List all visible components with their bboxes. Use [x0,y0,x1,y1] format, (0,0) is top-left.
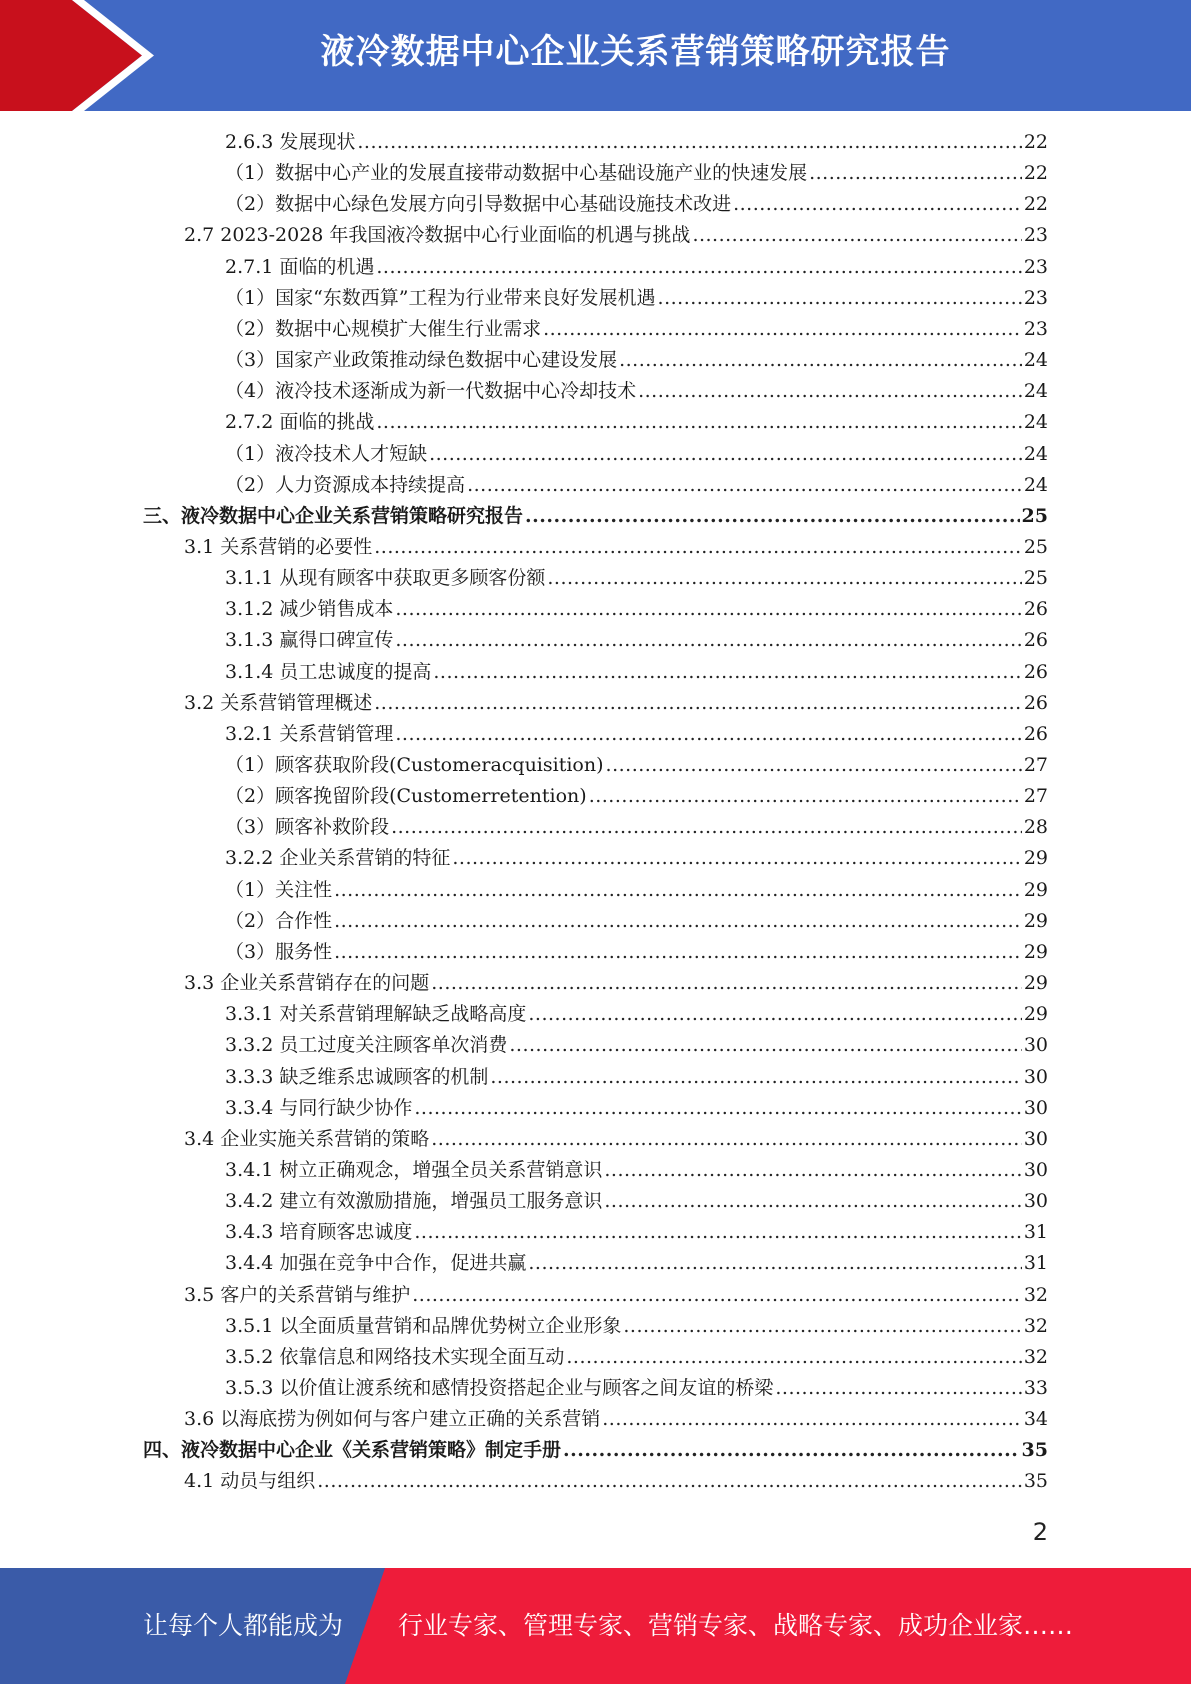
footer-slogan-left: 让每个人都能成为 [143,1611,344,1640]
toc-entry[interactable] [225,937,1048,968]
document-title: 液冷数据中心企业关系营销策略研究报告 [320,32,951,72]
toc-entry[interactable] [225,1217,1048,1248]
toc-entry[interactable] [225,1373,1048,1404]
toc-leader-dots [374,532,1022,563]
page-header [0,0,1191,111]
toc-leader-dots [414,1093,1021,1124]
toc-entry[interactable] [225,843,1048,874]
toc-entry[interactable] [225,999,1048,1030]
toc-entry-page: 26 [1023,660,1048,683]
toc-entry-title: 3.4 企业实施关系营销的策略 [184,1127,430,1150]
toc-entry[interactable] [225,563,1048,594]
toc-leader-dots [391,812,1022,843]
toc-leader-dots [433,657,1021,688]
toc-entry-title: 4.1 动员与组织 [184,1470,316,1493]
toc-entry-page: 34 [1023,1408,1048,1431]
toc-leader-dots [589,781,1022,812]
toc-leader-dots [317,1466,1022,1497]
toc-leader-dots [376,252,1021,283]
toc-entry-page: 24 [1023,349,1048,372]
toc-entry-page: 30 [1023,1065,1048,1088]
toc-entry[interactable] [225,1248,1048,1279]
toc-entry-title: （2）顾客挽留阶段(Customerretention) [225,785,587,808]
toc-leader-dots [374,688,1022,719]
toc-leader-dots [528,999,1021,1030]
toc-leader-dots [334,937,1022,968]
toc-entry-page: 29 [1023,972,1048,995]
toc-leader-dots [638,376,1022,407]
toc-entry-page: 29 [1023,878,1048,901]
toc-entry-title: （2）数据中心规模扩大催生行业需求 [225,317,542,340]
toc-entry-page: 24 [1023,442,1048,465]
toc-leader-dots [334,906,1022,937]
toc-entry-title: （3）服务性 [225,940,333,963]
toc-entry[interactable] [225,750,1048,781]
toc-entry[interactable] [184,688,1048,719]
toc-entry[interactable] [225,252,1048,283]
toc-entry-title: 3.3.1 对关系营销理解缺乏战略高度 [225,1003,527,1026]
toc-leader-dots [547,563,1021,594]
toc-entry-page: 35 [1021,1439,1048,1462]
toc-leader-dots [452,843,1021,874]
toc-entry-title: 3.6 以海底捞为例如何与客户建立正确的关系营销 [184,1408,601,1431]
toc-leader-dots [395,625,1021,656]
toc-entry-page: 29 [1023,1003,1048,1026]
toc-entry[interactable] [225,812,1048,843]
toc-entry-title: 3.1.1 从现有顾客中获取更多顾客份额 [225,567,546,590]
toc-entry[interactable] [225,158,1048,189]
toc-entry[interactable] [225,1155,1048,1186]
toc-entry[interactable] [225,657,1048,688]
toc-leader-dots [334,875,1022,906]
toc-entry-title: 3.2.1 关系营销管理 [225,722,394,745]
toc-entry-page: 26 [1023,691,1048,714]
toc-entry-title: 3.4.2 建立有效激励措施，增强员工服务意识 [225,1190,603,1213]
toc-leader-dots [395,594,1021,625]
toc-entry-title: 2.7.1 面临的机遇 [225,255,375,278]
toc-leader-dots [395,719,1021,750]
toc-entry-page: 26 [1023,629,1048,652]
toc-entry[interactable] [225,127,1048,158]
toc-entry-page: 32 [1023,1314,1048,1337]
toc-entry[interactable] [143,1435,1048,1466]
toc-entry[interactable] [225,439,1048,470]
toc-entry-title: （3）顾客补救阶段 [225,816,390,839]
toc-entry-title: 3.5.2 依靠信息和网络技术实现全面互动 [225,1345,565,1368]
toc-leader-dots [543,314,1022,345]
toc-entry-title: 3.4.4 加强在竞争中合作，促进共赢 [225,1252,527,1275]
toc-entry[interactable] [225,1093,1048,1124]
toc-entry-title: 四、液冷数据中心企业《关系营销策略》制定手册 [143,1439,562,1462]
toc-entry-page: 23 [1023,286,1048,309]
toc-entry[interactable] [184,220,1048,251]
toc-entry[interactable] [184,968,1048,999]
toc-entry[interactable] [184,1404,1048,1435]
toc-entry[interactable] [225,407,1048,438]
toc-leader-dots [412,1280,1022,1311]
toc-entry-page: 32 [1023,1345,1048,1368]
toc-entry-page: 23 [1023,317,1048,340]
toc-entry-title: 3.4.1 树立正确观念，增强全员关系营销意识 [225,1158,603,1181]
toc-leader-dots [692,220,1021,251]
toc-entry[interactable] [225,1342,1048,1373]
toc-entry[interactable] [225,1030,1048,1061]
toc-entry-page: 27 [1023,785,1048,808]
toc-entry-page: 29 [1023,909,1048,932]
toc-entry[interactable] [225,875,1048,906]
toc-entry-title: 3.1 关系营销的必要性 [184,535,373,558]
toc-entry[interactable] [184,532,1048,563]
toc-entry[interactable] [225,1062,1048,1093]
toc-entry[interactable] [225,781,1048,812]
toc-entry-title: 3.1.4 员工忠诚度的提高 [225,660,432,683]
toc-entry-title: 3.3.2 员工过度关注顾客单次消费 [225,1034,508,1057]
toc-leader-dots [357,127,1021,158]
toc-leader-dots [490,1062,1021,1093]
toc-entry-page: 28 [1023,816,1048,839]
toc-entry[interactable] [225,283,1048,314]
toc-entry[interactable] [225,1186,1048,1217]
toc-entry-page: 29 [1023,940,1048,963]
toc-entry-title: （1）关注性 [225,878,333,901]
toc-leader-dots [431,968,1022,999]
toc-entry-page: 22 [1023,162,1048,185]
toc-entry[interactable] [225,906,1048,937]
page-footer [0,1568,1191,1684]
toc-entry-title: 3.5 客户的关系营销与维护 [184,1283,411,1306]
toc-entry-page: 22 [1023,193,1048,216]
toc-leader-dots [563,1435,1020,1466]
toc-leader-dots [733,189,1022,220]
toc-entry-title: 3.5.1 以全面质量营销和品牌优势树立企业形象 [225,1314,622,1337]
toc-entry-title: （1）液冷技术人才短缺 [225,442,428,465]
toc-entry-title: 3.1.2 减少销售成本 [225,598,394,621]
toc-entry-page: 30 [1023,1034,1048,1057]
toc-entry-page: 26 [1023,722,1048,745]
toc-entry-page: 25 [1023,567,1048,590]
toc-entry-page: 30 [1023,1096,1048,1119]
toc-entry[interactable] [225,625,1048,656]
toc-entry-page: 30 [1023,1190,1048,1213]
toc-entry-title: 3.2.2 企业关系营销的特征 [225,847,451,870]
toc-entry-title: 3.3.3 缺乏维系忠诚顾客的机制 [225,1065,489,1088]
toc-entry-title: 3.2 关系营销管理概述 [184,691,373,714]
toc-entry[interactable] [225,345,1048,376]
toc-entry-page: 33 [1023,1377,1048,1399]
toc-leader-dots [431,1124,1022,1155]
toc-entry[interactable] [184,1466,1048,1497]
toc-entry-page: 23 [1023,255,1048,278]
toc-entry-title: 2.6.3 发展现状 [225,131,356,153]
toc-entry-page: 35 [1023,1470,1048,1493]
toc-entry-title: （2）合作性 [225,909,333,932]
toc-entry[interactable] [225,376,1048,407]
footer-slogan-right: 行业专家、管理专家、营销专家、战略专家、成功企业家…… [398,1611,1074,1640]
toc-leader-dots [376,407,1021,438]
toc-entry-page: 24 [1023,473,1048,496]
toc-entry-page: 30 [1023,1158,1048,1181]
toc-entry[interactable] [225,470,1048,501]
toc-entry-page: 26 [1023,598,1048,621]
toc-leader-dots [467,470,1022,501]
toc-leader-dots [604,1186,1021,1217]
toc-entry-title: （3）国家产业政策推动绿色数据中心建设发展 [225,349,618,372]
toc-entry-page: 30 [1023,1127,1048,1150]
toc-entry-title: 3.3 企业关系营销存在的问题 [184,972,430,995]
toc-entry-title: 3.5.3 以价值让渡系统和感情投资搭起企业与顾客之间友谊的桥梁 [225,1377,774,1399]
toc-entry-title: 2.7.2 面临的挑战 [225,411,375,434]
toc-entry-title: 3.4.3 培育顾客忠诚度 [225,1221,413,1244]
toc-entry[interactable] [225,719,1048,750]
toc-entry-page: 31 [1023,1252,1048,1275]
toc-leader-dots [619,345,1022,376]
toc-entry[interactable] [184,1280,1048,1311]
toc-entry-page: 24 [1023,411,1048,434]
toc-entry-title: （2）人力资源成本持续提高 [225,473,466,496]
toc-entry[interactable] [225,189,1048,220]
toc-leader-dots [525,501,1020,532]
toc-leader-dots [414,1217,1021,1248]
toc-leader-dots [509,1030,1021,1061]
toc-entry[interactable] [143,501,1048,532]
toc-leader-dots [566,1342,1021,1373]
toc-entry-page: 27 [1023,754,1048,776]
toc-entry-title: 2.7 2023-2028 年我国液冷数据中心行业面临的机遇与挑战 [184,224,691,247]
toc-entry-title: （4）液冷技术逐渐成为新一代数据中心冷却技术 [225,380,637,403]
toc-entry[interactable] [184,1124,1048,1155]
toc-entry-page: 25 [1021,504,1048,527]
toc-leader-dots [809,158,1022,189]
toc-entry-page: 23 [1023,224,1048,247]
toc-entry-page: 24 [1023,380,1048,403]
page-number: 2 [1032,1518,1048,1546]
toc-entry-page: 25 [1023,535,1048,558]
toc-leader-dots [606,750,1022,781]
toc-leader-dots [775,1373,1021,1404]
toc-leader-dots [623,1311,1021,1342]
toc-leader-dots [604,1155,1021,1186]
toc-entry-page: 22 [1023,131,1048,153]
toc-entry-title: （1）国家“东数西算”工程为行业带来良好发展机遇 [225,286,656,309]
toc-leader-dots [528,1248,1021,1279]
toc-entry[interactable] [225,314,1048,345]
toc-leader-dots [658,283,1022,314]
toc-entry-page: 29 [1023,847,1048,870]
toc-entry-title: 3.3.4 与同行缺少协作 [225,1096,413,1119]
toc-entry-title: （2）数据中心绿色发展方向引导数据中心基础设施技术改进 [225,193,732,216]
toc-entry[interactable] [225,1311,1048,1342]
toc-entry[interactable] [225,594,1048,625]
toc-leader-dots [429,439,1022,470]
toc-entry-page: 32 [1023,1283,1048,1306]
toc-entry-title: （1）顾客获取阶段(Customeracquisition) [225,754,604,776]
toc-entry-page: 31 [1023,1221,1048,1244]
toc-entry-title: 三、液冷数据中心企业关系营销策略研究报告 [143,504,524,527]
toc-leader-dots [602,1404,1022,1435]
toc-entry-title: （1）数据中心产业的发展直接带动数据中心基础设施产业的快速发展 [225,162,808,185]
toc-entry-title: 3.1.3 赢得口碑宣传 [225,629,394,652]
